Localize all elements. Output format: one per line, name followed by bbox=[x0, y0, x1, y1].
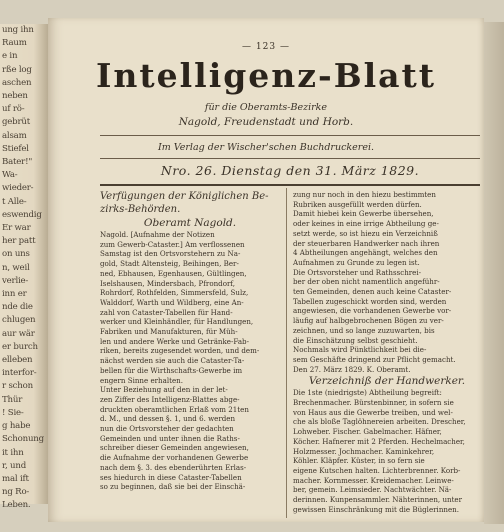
craftsmen-list bbox=[293, 388, 481, 514]
text-line: n, weil bbox=[2, 262, 30, 273]
list-line: eigene Kutschen halten. Lichterbrenner. Korb- bbox=[293, 465, 461, 475]
text-line: Rubriken ausgefüllt werden dürfen. bbox=[293, 199, 422, 209]
list-line: Holzmesser. Jochmacher. Kaminkehrer, bbox=[293, 446, 435, 456]
article-body bbox=[100, 230, 280, 492]
text-line: ber der oben nicht namentlich angeführ- bbox=[293, 277, 440, 287]
text-line: zen Ziffer des Intelligenz-Blattes abge- bbox=[100, 394, 240, 404]
text-line: chlugen bbox=[2, 315, 36, 326]
text-line: g habe bbox=[2, 421, 31, 432]
text-line: interfor- bbox=[2, 368, 37, 379]
text-line: nach dem §. 3. des ebenderührten Erlas- bbox=[100, 462, 247, 472]
text-line: so zu beginnen, daß sie bei der Einschä- bbox=[100, 482, 246, 492]
text-line: ng Ro- bbox=[2, 487, 30, 498]
text-line: inn er bbox=[2, 289, 27, 300]
text-line: zum Gewerb-Cataster.] Am verflossenen bbox=[100, 239, 245, 249]
masthead-title: Intelligenz-Blatt bbox=[95, 56, 437, 95]
text-line: wieder- bbox=[2, 183, 34, 194]
text-line: zeichnen, und so lange zuzuwarten, bis bbox=[293, 325, 435, 335]
previous-page-fragment bbox=[0, 24, 48, 511]
list-line: Die 1ste (niedrigste) Abtheilung begreift: bbox=[293, 388, 442, 398]
previous-page-text bbox=[0, 24, 48, 513]
list-line: che als bloße Taglöhnereien arbeiten. Drescher, bbox=[293, 417, 466, 427]
text-line: 4 Abtheilungen angehängt, welches den bbox=[293, 248, 438, 258]
text-line: Raum bbox=[2, 38, 27, 49]
text-line: druckten oberamtlichen Erlaß vom 21ten bbox=[100, 404, 249, 414]
text-line: Stiefel bbox=[2, 143, 29, 154]
text-line: mal ift bbox=[2, 473, 29, 484]
left-column bbox=[100, 190, 280, 492]
page-edge bbox=[484, 22, 504, 524]
text-line: uf rö- bbox=[2, 104, 25, 115]
text-line: e in bbox=[2, 51, 18, 62]
text-line: len und andere Werke und Getränke-Fab- bbox=[100, 336, 249, 346]
text-line: nun die Ortsvorsteher der gedachten bbox=[100, 424, 234, 434]
list-heading: Verzeichniß der Handwerker. bbox=[308, 375, 466, 388]
text-line: r schon bbox=[2, 381, 33, 392]
text-line: engern Sinne erhalten. bbox=[100, 375, 183, 385]
text-line: ten Gemeinden, denen auch keine Cataster- bbox=[293, 287, 452, 297]
text-line: setzt werde, so ist hiezu ein Verzeichniß bbox=[293, 228, 438, 238]
text-line: gebrüt bbox=[2, 117, 30, 128]
text-line: her patt bbox=[2, 236, 36, 247]
masthead-subtitle: für die Oberamts-Bezirke bbox=[204, 102, 328, 113]
text-line: eswendig bbox=[2, 209, 42, 220]
text-line: bellen für die Wirthschafts-Gewerbe im bbox=[100, 365, 243, 375]
text-line: Wa- bbox=[2, 170, 18, 181]
text-line: Die Ortsvorsteher und Rathsschrei- bbox=[293, 267, 422, 277]
publisher-line: Im Verlag der Wischer'schen Buchdruckerei. bbox=[158, 142, 374, 153]
right-column bbox=[293, 190, 481, 515]
text-line: Nagold. [Aufnahme der Notizen bbox=[100, 230, 215, 239]
column-divider bbox=[286, 188, 287, 518]
text-line: Damit hiebei kein Gewerbe übersehen, bbox=[293, 209, 434, 219]
text-line: ned, Ebhausen, Egenhausen, Gültlingen, bbox=[100, 268, 247, 278]
divider bbox=[100, 184, 480, 186]
text-line: Fabriken und Manufakturen, für Müh- bbox=[100, 327, 238, 337]
text-line: nächst werden sie auch die Cataster-Ta- bbox=[100, 356, 245, 366]
list-line: von Haus aus die Gewerbe treiben, und wel- bbox=[293, 407, 453, 417]
list-line: gewissen Einschränkung mit die Büglerinnen. bbox=[293, 504, 459, 514]
issue-date-line: Nro. 26. Dienstag den 31. März 1829. bbox=[160, 163, 420, 178]
text-line: ! Sie- bbox=[2, 407, 24, 418]
text-line: aur wär bbox=[2, 328, 35, 339]
text-line: sem Geschäfte dringend zur Pflicht gemacht. bbox=[293, 354, 456, 364]
page-number: — 123 — bbox=[242, 42, 290, 52]
text-line: r, und bbox=[2, 460, 26, 471]
text-line: Thür bbox=[2, 394, 23, 405]
text-line: angewiesen, die vorhandenen Gewerbe vor- bbox=[293, 306, 452, 316]
text-line: läufig auf halbgebrochenen Bögen zu ver- bbox=[293, 316, 444, 326]
text-line: Gemeinden und unter ihnen die Raths- bbox=[100, 433, 240, 443]
list-line: derinnen. Kunpensammler. Nähterinnen, unter bbox=[293, 495, 463, 505]
text-line: Walddorf, Warth und Wildberg, eine An- bbox=[100, 297, 244, 307]
text-line: t Alle- bbox=[2, 196, 27, 207]
text-line: die Einschätzung selbst geschieht. bbox=[293, 335, 418, 345]
text-line: nde die bbox=[2, 302, 33, 313]
text-line: zung nur noch in den hiezu bestimmten bbox=[293, 190, 436, 199]
text-line: aschen bbox=[2, 77, 32, 88]
text-line: it ihn bbox=[2, 447, 24, 458]
text-line: gold, Stadt Altensteig, Beihingen, Ber- bbox=[100, 259, 239, 269]
newspaper-page bbox=[48, 18, 484, 522]
text-line: ung ihn bbox=[2, 25, 34, 35]
text-line: on uns bbox=[2, 249, 30, 260]
text-line: Den 27. März 1829. K. Oberamt. bbox=[293, 364, 411, 374]
text-line: Er war bbox=[2, 223, 31, 234]
text-line: Bater!" bbox=[2, 157, 33, 168]
text-line: alsam bbox=[2, 130, 27, 141]
list-line: Lohweber. Fischer. Gabelmacher. Häfner, bbox=[293, 427, 442, 437]
divider bbox=[100, 158, 480, 159]
section-subheading: Oberamt Nagold. bbox=[143, 217, 237, 229]
text-line: Rohrdorf, Rothfelden, Simmersfeld, Sulz, bbox=[100, 288, 249, 298]
list-line: Brechenmacher. Bürstenbinner, in sofern sie bbox=[293, 398, 454, 408]
text-line: elleben bbox=[2, 355, 33, 366]
text-line: zahl von Cataster-Tabellen für Hand- bbox=[100, 307, 233, 317]
text-line: ses hiedurch in diese Cataster-Tabellen bbox=[100, 472, 242, 482]
text-line: Tabellen zugeschickt worden sind, werden bbox=[293, 296, 447, 306]
list-line: ber, gemein. Leimsieder. Nachtwächter. Nä- bbox=[293, 485, 452, 495]
text-line: rße log bbox=[2, 64, 32, 75]
section-heading: Verfügungen der Königlichen Be- zirks-Behörden. bbox=[100, 191, 269, 215]
text-line: Schonung bbox=[2, 434, 44, 445]
text-line: die Aufnahme der vorhandenen Gewerbe bbox=[100, 453, 249, 463]
text-line: Leben. bbox=[2, 500, 31, 511]
article-body-continued bbox=[293, 190, 481, 374]
text-line: Unter Beziehung auf den in der let- bbox=[100, 385, 228, 395]
text-line: er burch bbox=[2, 341, 38, 352]
text-line: verlie- bbox=[2, 275, 29, 286]
list-line: Köcher. Hafnerer mit 2 Pferden. Hechelmacher, bbox=[293, 436, 465, 446]
text-line: werker und Kleinhändler, für Handlungen, bbox=[100, 317, 254, 327]
text-line: Samstag ist den Ortsvorstehern zu Na- bbox=[100, 249, 241, 259]
text-line: neben bbox=[2, 91, 28, 102]
text-line: riken, bereits zugesendet worden, und dem- bbox=[100, 346, 260, 356]
divider bbox=[100, 135, 480, 136]
text-line: der steuerbaren Handwerker nach ihren bbox=[293, 238, 440, 248]
list-line: macher. Kornmesser. Kreidemacher. Leinwe- bbox=[293, 475, 454, 485]
masthead-districts: Nagold, Freudenstadt und Horb. bbox=[178, 116, 354, 128]
text-line: schreiber dieser Gemeinden angewiesen, bbox=[100, 443, 249, 453]
text-line: oder keines in eine irrige Abtheilung ge- bbox=[293, 219, 439, 229]
list-line: Köhler. Kläpfer. Küster, in so fern sie bbox=[293, 456, 425, 466]
text-line: d. M., und dessen §. 1, und 6. werden bbox=[100, 414, 236, 424]
text-line: Nochmals wird Pünktlichkeit bei die- bbox=[293, 345, 427, 355]
text-line: Iselshausen, Mindersbach, Pfrondorf, bbox=[100, 278, 235, 288]
text-line: Aufnahmen zu Grunde zu legen ist. bbox=[293, 257, 420, 267]
